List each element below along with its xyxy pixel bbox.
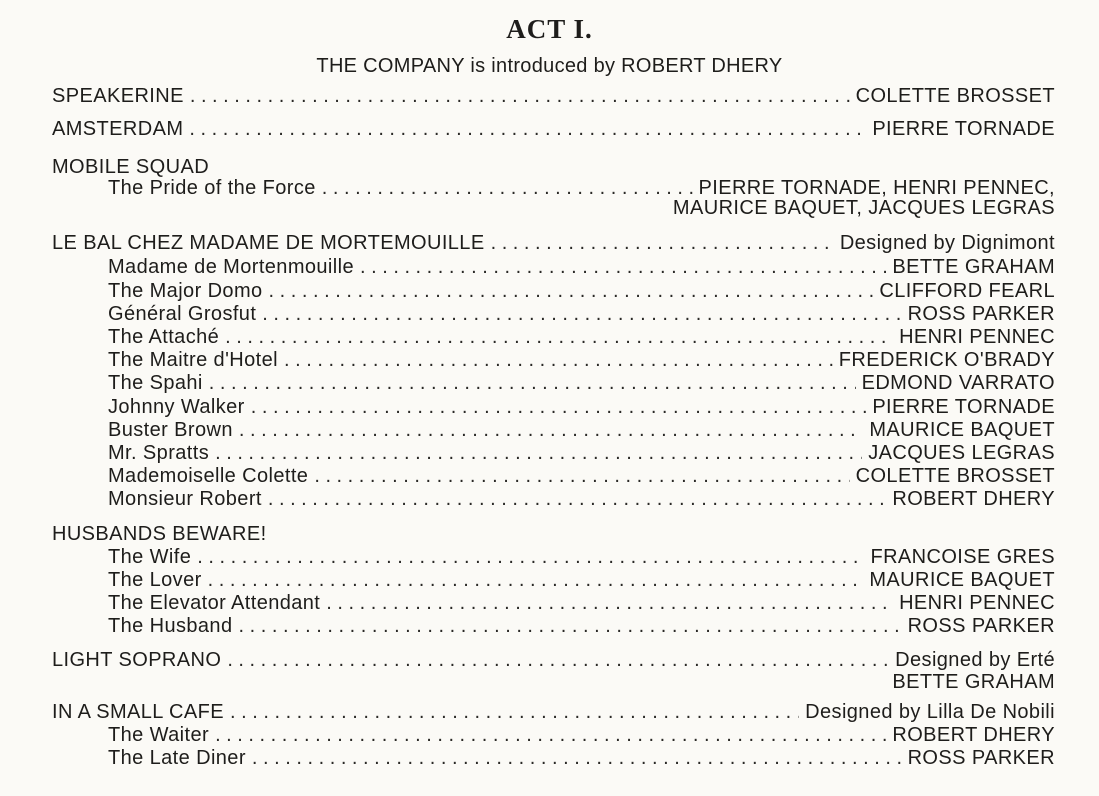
- role-name: Madame de Mortenmouille: [108, 256, 354, 278]
- role-row: [108, 723, 1055, 747]
- leader-dots: [269, 279, 874, 303]
- cast-name: BETTE GRAHAM: [892, 671, 1055, 693]
- leader-dots: [268, 487, 887, 511]
- leader-dots: [209, 371, 856, 395]
- role-name: The Waiter: [108, 724, 210, 746]
- role-row: [108, 746, 1055, 770]
- cast-name-continued: MAURICE BAQUET, JACQUES LEGRAS: [672, 197, 1055, 219]
- role-row: [108, 487, 1055, 511]
- role-name: Johnny Walker: [108, 396, 245, 418]
- role-row: [108, 614, 1055, 638]
- role-name: Mademoiselle Colette: [108, 465, 309, 487]
- role-row: [108, 302, 1055, 326]
- cast-name: FREDERICK O'BRADY: [838, 349, 1055, 371]
- scene-title: IN A SMALL CAFE: [52, 701, 224, 723]
- cast-name: PIERRE TORNADE, HENRI PENNEC,: [698, 177, 1055, 199]
- cast-name: ROSS PARKER: [907, 615, 1055, 637]
- leader-dots: [215, 441, 862, 465]
- cast-name: HENRI PENNEC: [899, 326, 1055, 348]
- role-name: The Pride of the Force: [108, 177, 316, 199]
- company-intro: THE COMPANY is introduced by ROBERT DHERY: [316, 55, 783, 77]
- scene-title: SPEAKERINE: [52, 85, 184, 107]
- role-name: The Attaché: [108, 326, 220, 348]
- role-row: [108, 325, 1055, 349]
- small-cafe-heading-row: [52, 700, 1055, 724]
- leader-dots: [227, 648, 889, 672]
- scene-heading-mobile-squad: MOBILE SQUAD: [52, 156, 210, 178]
- cast-name: MAURICE BAQUET: [869, 419, 1055, 441]
- leader-dots: [215, 723, 886, 747]
- leader-dots: [239, 418, 864, 442]
- cast-name: COLETTE BROSSET: [855, 85, 1055, 107]
- role-name: The Spahi: [108, 372, 203, 394]
- role-row: [108, 255, 1055, 279]
- role-row: [108, 591, 1055, 615]
- cast-name: PIERRE TORNADE: [872, 396, 1055, 418]
- scene-title: LIGHT SOPRANO: [52, 649, 222, 671]
- role-name: The Major Domo: [108, 280, 263, 302]
- leader-dots: [262, 302, 901, 326]
- role-row: [108, 545, 1055, 569]
- role-name: The Lover: [108, 569, 202, 591]
- cast-name: PIERRE TORNADE: [872, 118, 1055, 140]
- leader-dots: [208, 568, 864, 592]
- leader-dots: [190, 84, 850, 108]
- role-row: [108, 418, 1055, 442]
- cast-name: ROBERT DHERY: [892, 724, 1055, 746]
- role-name: Monsieur Robert: [108, 488, 262, 510]
- role-name: The Wife: [108, 546, 192, 568]
- le-bal-heading-row: [52, 231, 1055, 255]
- leader-dots: [238, 614, 901, 638]
- role-name: The Maitre d'Hotel: [108, 349, 278, 371]
- leader-dots: [251, 395, 867, 419]
- leader-dots: [360, 255, 886, 279]
- leader-dots: [326, 591, 893, 615]
- speakerine-row: [52, 84, 1055, 108]
- role-row: [108, 568, 1055, 592]
- leader-dots: [284, 348, 833, 372]
- role-row: [108, 348, 1055, 372]
- leader-dots: [225, 325, 893, 349]
- role-row: [108, 371, 1055, 395]
- leader-dots: [322, 176, 693, 200]
- leader-dots: [314, 464, 849, 488]
- scene-heading-husbands-beware: HUSBANDS BEWARE!: [52, 523, 267, 545]
- cast-name: EDMOND VARRATO: [861, 372, 1055, 394]
- role-name: Général Grosfut: [108, 303, 257, 325]
- role-name: The Husband: [108, 615, 233, 637]
- cast-name: ROSS PARKER: [907, 303, 1055, 325]
- role-row: [108, 395, 1055, 419]
- cast-name: ROSS PARKER: [907, 747, 1055, 769]
- cast-name: MAURICE BAQUET: [869, 569, 1055, 591]
- cast-name: ROBERT DHERY: [892, 488, 1055, 510]
- cast-name: HENRI PENNEC: [899, 592, 1055, 614]
- role-name: Buster Brown: [108, 419, 233, 441]
- role-row: [108, 279, 1055, 303]
- role-row: [108, 464, 1055, 488]
- leader-dots: [252, 746, 902, 770]
- cast-name: JACQUES LEGRAS: [868, 442, 1055, 464]
- scene-title: LE BAL CHEZ MADAME DE MORTEMOUILLE: [52, 232, 485, 254]
- designer-credit: Designed by Erté: [895, 649, 1055, 671]
- act-title: ACT I.: [506, 14, 593, 44]
- cast-name: FRANCOISE GRES: [870, 546, 1055, 568]
- role-row: [108, 441, 1055, 465]
- light-soprano-row: [52, 648, 1055, 672]
- role-name: The Elevator Attendant: [108, 592, 321, 614]
- role-name: The Late Diner: [108, 747, 246, 769]
- designer-credit: Designed by Lilla De Nobili: [805, 701, 1055, 723]
- leader-dots: [189, 117, 866, 141]
- leader-dots: [230, 700, 799, 724]
- leader-dots: [491, 231, 834, 255]
- role-name: Mr. Spratts: [108, 442, 210, 464]
- scene-title: AMSTERDAM: [52, 118, 184, 140]
- cast-name: COLETTE BROSSET: [855, 465, 1055, 487]
- amsterdam-row: [52, 117, 1055, 141]
- cast-name: BETTE GRAHAM: [892, 256, 1055, 278]
- designer-credit: Designed by Dignimont: [839, 232, 1055, 254]
- cast-name: CLIFFORD FEARL: [879, 280, 1055, 302]
- leader-dots: [197, 545, 864, 569]
